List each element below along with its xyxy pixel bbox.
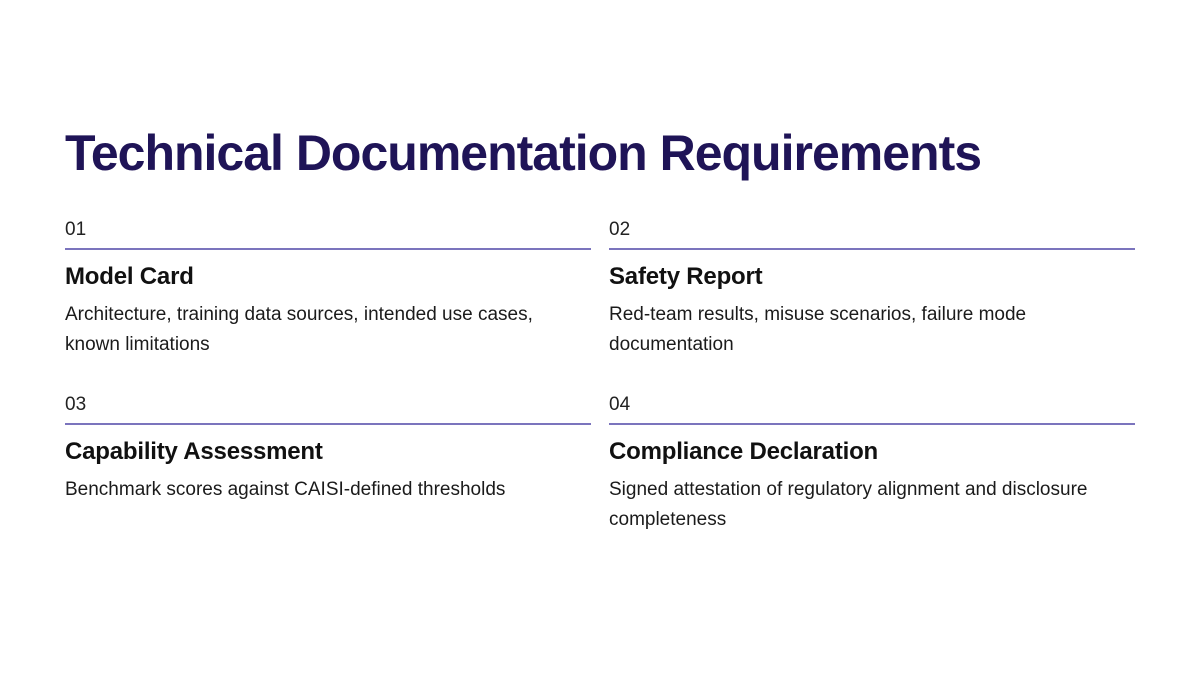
item-description: Red-team results, misuse scenarios, failure mode documentation bbox=[609, 304, 1027, 355]
item-description: Benchmark scores against CAISI-defined thresholds bbox=[65, 479, 506, 500]
item-number: 01 bbox=[65, 219, 87, 240]
requirement-item-safety-report bbox=[609, 218, 1135, 360]
item-description: Architecture, training data sources, intended use cases, known limitations bbox=[65, 304, 533, 355]
item-number: 02 bbox=[609, 219, 631, 240]
item-number: 04 bbox=[609, 394, 631, 415]
item-heading: Compliance Declaration bbox=[609, 438, 879, 465]
item-heading: Safety Report bbox=[609, 263, 763, 290]
requirement-item-model-card bbox=[65, 218, 591, 360]
item-description: Signed attestation of regulatory alignment and disclosure completeness bbox=[609, 479, 1088, 530]
item-heading: Capability Assessment bbox=[65, 438, 323, 465]
item-divider bbox=[609, 423, 1135, 425]
item-divider bbox=[65, 423, 591, 425]
requirement-item-capability-assessment bbox=[65, 393, 591, 505]
item-divider bbox=[609, 248, 1135, 250]
requirement-item-compliance-declaration bbox=[609, 393, 1135, 535]
slide-title: Technical Documentation Requirements bbox=[65, 125, 982, 181]
item-number: 03 bbox=[65, 394, 87, 415]
item-divider bbox=[65, 248, 591, 250]
item-heading: Model Card bbox=[65, 263, 194, 290]
